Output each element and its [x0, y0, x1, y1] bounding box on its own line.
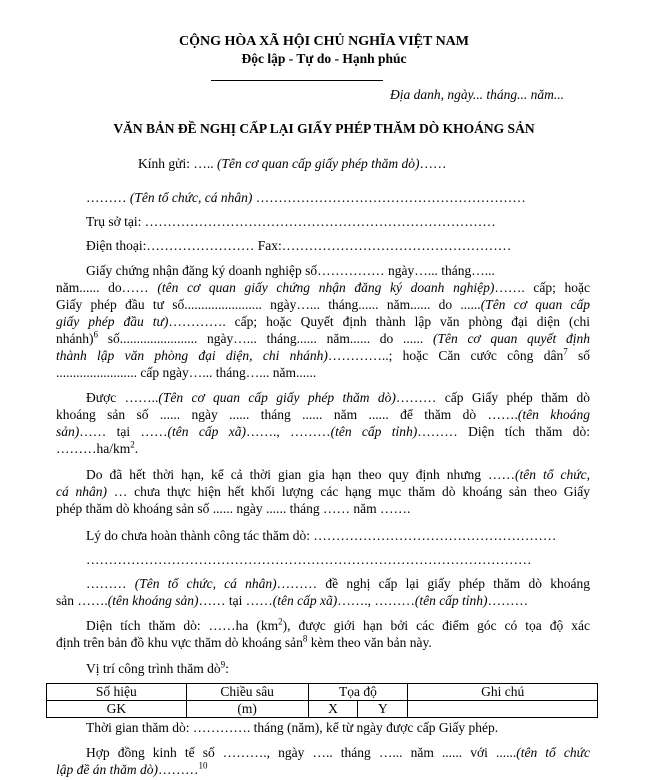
table-row — [47, 701, 598, 718]
addressee-label: Kính gửi: ….. — [138, 156, 214, 171]
cell-id: GK — [47, 701, 187, 718]
national-motto: Độc lập - Tự do - Hạnh phúc — [241, 51, 407, 66]
col-header-note: Ghi chú — [408, 684, 598, 701]
phone-label: Điện thoại: — [86, 238, 147, 253]
granted-line-4: $\dots\dots\dots ha/km^2$. — [56, 439, 139, 456]
request-line-2: sản …….(tên khoáng sản)…… tại ……(tên cấp xã)……., ………(tên cấp tỉnh)……… — [56, 593, 529, 608]
applicant-prefix: ……… — [86, 190, 127, 205]
fax-dots: …………………………………………… — [281, 238, 512, 253]
col-header-id: Số hiệu — [47, 684, 187, 701]
place-date: Địa danh, ngày... tháng... năm... — [390, 87, 564, 102]
addressee-value: (Tên cơ quan cấp giấy phép thăm dò) — [216, 156, 420, 171]
granted-line-1: Được ……..(Tên cơ quan cấp giấy phép thăm dò)……… cấp Giấy phép thăm dò — [86, 390, 590, 405]
license-line-2: năm...... do…… (tên cơ quan giấy chứng nhận đăng ký doanh nghiệp)……. cấp; hoặc — [56, 280, 591, 295]
area-line-1: Diện tích thăm dò: ……ha $(km^2)$, được giới hạn bởi các điểm góc có tọa độ xác — [86, 616, 590, 633]
table-header-row — [47, 684, 598, 701]
addressee-tail: …… — [419, 156, 447, 171]
expired-line-1: Do đã hết thời hạn, kể cả thời gian gia hạn theo quy định nhưng ……(tên tổ chức, — [86, 467, 590, 482]
request-line-1: ……… (Tên tổ chức, cá nhân)……… đề nghị cấp lại giấy phép thăm dò khoáng — [86, 576, 591, 591]
expired-line-2: cá nhân) … chưa thực hiện hết khối lượng các hạng mục thăm dò khoáng sản theo Giấy — [56, 484, 590, 499]
motto-underline — [211, 80, 383, 81]
addressee-line — [138, 155, 447, 173]
license-line-1: Giấy chứng nhận đăng ký doanh nghiệp số…………… ngày…... tháng…... — [86, 263, 495, 278]
license-line-3: Giấy phép đầu tư số....................... ngày…... tháng...... năm...... do ......(Tên cơ quan cấp — [56, 297, 591, 312]
col-header-coords: Tọa độ — [308, 684, 408, 701]
area-line-2: định trên bản đồ khu vực thăm dò khoáng sản$^8$ kèm theo văn bản này. — [56, 633, 432, 650]
applicant-name-hint: (Tên tổ chức, cá nhân) — [129, 190, 253, 205]
license-line-7: ........................ cấp ngày…... tháng…... năm...... — [56, 365, 317, 380]
headquarters-label: Trụ sở tại: — [86, 214, 142, 229]
document-title: VĂN BẢN ĐỀ NGHỊ CẤP LẠI GIẤY PHÉP THĂM DÒ KHOÁNG SẢN — [113, 121, 535, 136]
contract-line-2: lập đề án thăm dò)………$^{10}$ — [56, 760, 208, 777]
location-label: Vị trí công trình thăm $dò^9$: — [86, 659, 229, 676]
cell-x: X — [308, 701, 358, 718]
granted-line-3: sản)…… tại ……(tên cấp xã)……., ………(tên cấp tỉnh)……… Diện tích thăm dò: — [56, 424, 591, 439]
phone-line — [86, 237, 511, 255]
granted-line-2: khoáng sản số ...... ngày ...... tháng ...... năm ...... để thăm dò …….(tên khoáng — [56, 407, 590, 422]
cell-depth: (m) — [186, 701, 308, 718]
reason-line: Lý do chưa hoàn thành công tác thăm dò: ……………………………………………… — [86, 528, 557, 543]
applicant-dots: …………………………………………………… — [252, 190, 526, 205]
phone-dots: …………………… — [146, 238, 255, 253]
headquarters-line — [86, 213, 496, 231]
headquarters-dots: …………………………………………………………………… — [141, 214, 496, 229]
col-header-depth: Chiều sâu — [186, 684, 308, 701]
national-title: CỘNG HÒA XÃ HỘI CHỦ NGHĨA VIỆT NAM — [178, 34, 469, 49]
contract-line-1: Hợp đồng kinh tế số ………., ngày ….. tháng …... năm ...... với ......(tên tổ chức — [86, 745, 590, 760]
license-line-5: nhánh)$^6$ số....................... ngày…... tháng...... năm...... do ...... (Tên cơ quan quyết định — [56, 329, 591, 346]
cell-y: Y — [358, 701, 408, 718]
license-line-6: thành lập văn phòng đại diện, chi nhánh)…………..; hoặc Căn cước công dân$^7$ số — [56, 346, 590, 363]
duration-line: Thời gian thăm dò: …………. tháng (năm), kể từ ngày được cấp Giấy phép. — [86, 720, 499, 735]
fax-label: Fax: — [254, 238, 282, 253]
reason-dots-line: ……………………………………………………………………………………… — [86, 552, 532, 567]
applicant-line — [86, 189, 526, 207]
drill-table — [46, 683, 598, 718]
cell-note — [408, 701, 598, 718]
license-line-4: giấy phép đầu tư)…………. cấp; hoặc Quyết định thành lập văn phòng đại diện (chi — [56, 314, 590, 329]
expired-line-3: phép thăm dò khoáng sản số ...... ngày ...... tháng …… năm ……. — [56, 501, 411, 516]
